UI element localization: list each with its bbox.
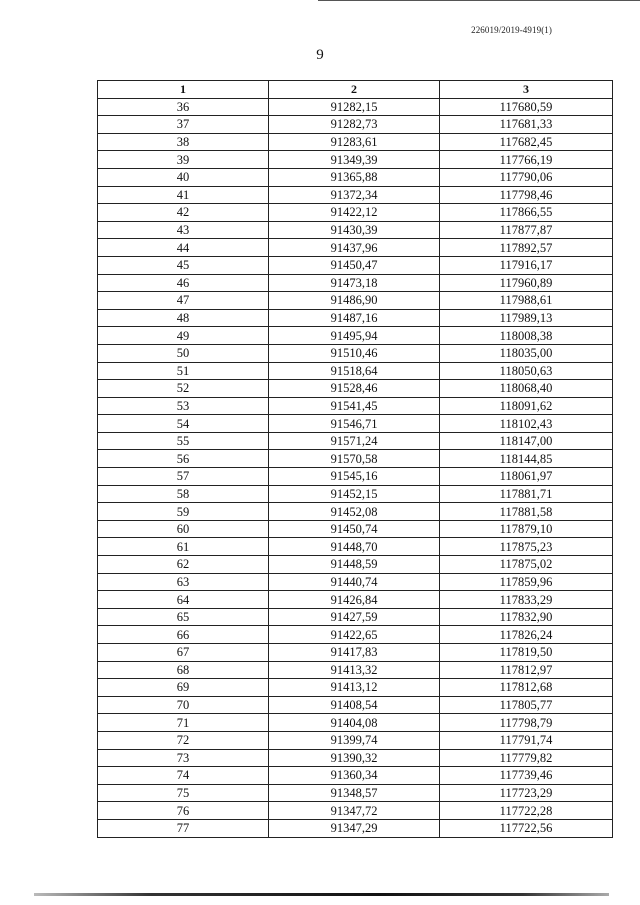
y-coordinate-cell: 118144,85	[440, 450, 613, 468]
x-coordinate-cell: 91283,61	[269, 133, 440, 151]
table-row	[98, 679, 613, 697]
point-number-cell: 60	[98, 520, 269, 538]
x-coordinate-cell: 91426,84	[269, 591, 440, 609]
y-coordinate-cell: 117875,02	[440, 556, 613, 574]
table-row	[98, 556, 613, 574]
x-coordinate-cell: 91571,24	[269, 432, 440, 450]
point-number-cell: 40	[98, 168, 269, 186]
column-header-2: 2	[269, 81, 440, 99]
point-number-cell: 58	[98, 485, 269, 503]
table-row	[98, 327, 613, 345]
table-row	[98, 608, 613, 626]
table-row	[98, 714, 613, 732]
x-coordinate-cell: 91408,54	[269, 696, 440, 714]
point-number-cell: 49	[98, 327, 269, 345]
table-row	[98, 767, 613, 785]
table-row	[98, 116, 613, 134]
table-row	[98, 696, 613, 714]
table-row	[98, 239, 613, 257]
point-number-cell: 48	[98, 309, 269, 327]
point-number-cell: 63	[98, 573, 269, 591]
y-coordinate-cell: 117680,59	[440, 98, 613, 116]
y-coordinate-cell: 117798,46	[440, 186, 613, 204]
table-row	[98, 397, 613, 415]
table-row	[98, 591, 613, 609]
point-number-cell: 70	[98, 696, 269, 714]
table-row	[98, 520, 613, 538]
y-coordinate-cell: 117805,77	[440, 696, 613, 714]
point-number-cell: 62	[98, 556, 269, 574]
x-coordinate-cell: 91473,18	[269, 274, 440, 292]
table-row	[98, 344, 613, 362]
y-coordinate-cell: 117881,71	[440, 485, 613, 503]
point-number-cell: 61	[98, 538, 269, 556]
y-coordinate-cell: 117798,79	[440, 714, 613, 732]
x-coordinate-cell: 91528,46	[269, 380, 440, 398]
y-coordinate-cell: 117739,46	[440, 767, 613, 785]
table-row	[98, 204, 613, 222]
x-coordinate-cell: 91450,74	[269, 520, 440, 538]
table-row	[98, 362, 613, 380]
x-coordinate-cell: 91440,74	[269, 573, 440, 591]
x-coordinate-cell: 91365,88	[269, 168, 440, 186]
y-coordinate-cell: 117826,24	[440, 626, 613, 644]
y-coordinate-cell: 117960,89	[440, 274, 613, 292]
point-number-cell: 65	[98, 608, 269, 626]
y-coordinate-cell: 117833,29	[440, 591, 613, 609]
y-coordinate-cell: 117916,17	[440, 256, 613, 274]
x-coordinate-cell: 91486,90	[269, 292, 440, 310]
column-header-3: 3	[440, 81, 613, 99]
point-number-cell: 47	[98, 292, 269, 310]
point-number-cell: 36	[98, 98, 269, 116]
x-coordinate-cell: 91413,32	[269, 661, 440, 679]
point-number-cell: 41	[98, 186, 269, 204]
y-coordinate-cell: 117779,82	[440, 749, 613, 767]
x-coordinate-cell: 91452,08	[269, 503, 440, 521]
y-coordinate-cell: 117892,57	[440, 239, 613, 257]
x-coordinate-cell: 91347,72	[269, 802, 440, 820]
x-coordinate-cell: 91570,58	[269, 450, 440, 468]
point-number-cell: 54	[98, 415, 269, 433]
point-number-cell: 73	[98, 749, 269, 767]
y-coordinate-cell: 117723,29	[440, 784, 613, 802]
y-coordinate-cell: 117877,87	[440, 221, 613, 239]
y-coordinate-cell: 118035,00	[440, 344, 613, 362]
coordinates-table	[97, 80, 613, 838]
point-number-cell: 77	[98, 819, 269, 837]
x-coordinate-cell: 91430,39	[269, 221, 440, 239]
x-coordinate-cell: 91510,46	[269, 344, 440, 362]
table-row	[98, 221, 613, 239]
point-number-cell: 75	[98, 784, 269, 802]
point-number-cell: 51	[98, 362, 269, 380]
table-row	[98, 168, 613, 186]
y-coordinate-cell: 117819,50	[440, 644, 613, 662]
point-number-cell: 76	[98, 802, 269, 820]
table-row	[98, 415, 613, 433]
x-coordinate-cell: 91448,59	[269, 556, 440, 574]
y-coordinate-cell: 118061,97	[440, 468, 613, 486]
table-row	[98, 749, 613, 767]
table-row	[98, 450, 613, 468]
point-number-cell: 74	[98, 767, 269, 785]
x-coordinate-cell: 91282,15	[269, 98, 440, 116]
x-coordinate-cell: 91487,16	[269, 309, 440, 327]
x-coordinate-cell: 91399,74	[269, 731, 440, 749]
y-coordinate-cell: 117866,55	[440, 204, 613, 222]
point-number-cell: 44	[98, 239, 269, 257]
table-row	[98, 503, 613, 521]
bottom-scan-line	[34, 893, 609, 896]
y-coordinate-cell: 117989,13	[440, 309, 613, 327]
y-coordinate-cell: 117790,06	[440, 168, 613, 186]
table-row	[98, 819, 613, 837]
x-coordinate-cell: 91448,70	[269, 538, 440, 556]
top-edge-line	[318, 0, 640, 1]
point-number-cell: 53	[98, 397, 269, 415]
table-row	[98, 538, 613, 556]
y-coordinate-cell: 117881,58	[440, 503, 613, 521]
x-coordinate-cell: 91348,57	[269, 784, 440, 802]
x-coordinate-cell: 91282,73	[269, 116, 440, 134]
x-coordinate-cell: 91390,32	[269, 749, 440, 767]
table-row	[98, 784, 613, 802]
x-coordinate-cell: 91347,29	[269, 819, 440, 837]
x-coordinate-cell: 91450,47	[269, 256, 440, 274]
document-number: 226019/2019-4919(1)	[471, 25, 552, 35]
point-number-cell: 37	[98, 116, 269, 134]
point-number-cell: 38	[98, 133, 269, 151]
x-coordinate-cell: 91541,45	[269, 397, 440, 415]
y-coordinate-cell: 117812,68	[440, 679, 613, 697]
table-row	[98, 309, 613, 327]
y-coordinate-cell: 118102,43	[440, 415, 613, 433]
page-number: 9	[316, 47, 324, 63]
point-number-cell: 59	[98, 503, 269, 521]
table-header-row	[98, 81, 613, 99]
x-coordinate-cell: 91413,12	[269, 679, 440, 697]
y-coordinate-cell: 118050,63	[440, 362, 613, 380]
y-coordinate-cell: 118068,40	[440, 380, 613, 398]
table-row	[98, 432, 613, 450]
y-coordinate-cell: 118091,62	[440, 397, 613, 415]
x-coordinate-cell: 91546,71	[269, 415, 440, 433]
x-coordinate-cell: 91422,12	[269, 204, 440, 222]
x-coordinate-cell: 91545,16	[269, 468, 440, 486]
x-coordinate-cell: 91360,34	[269, 767, 440, 785]
point-number-cell: 46	[98, 274, 269, 292]
point-number-cell: 57	[98, 468, 269, 486]
y-coordinate-cell: 118008,38	[440, 327, 613, 345]
y-coordinate-cell: 117875,23	[440, 538, 613, 556]
point-number-cell: 50	[98, 344, 269, 362]
table-row	[98, 98, 613, 116]
x-coordinate-cell: 91372,34	[269, 186, 440, 204]
y-coordinate-cell: 117988,61	[440, 292, 613, 310]
y-coordinate-cell: 118147,00	[440, 432, 613, 450]
table-row	[98, 661, 613, 679]
table-row	[98, 468, 613, 486]
y-coordinate-cell: 117722,28	[440, 802, 613, 820]
y-coordinate-cell: 117791,74	[440, 731, 613, 749]
y-coordinate-cell: 117859,96	[440, 573, 613, 591]
x-coordinate-cell: 91495,94	[269, 327, 440, 345]
y-coordinate-cell: 117766,19	[440, 151, 613, 169]
table-row	[98, 731, 613, 749]
y-coordinate-cell: 117682,45	[440, 133, 613, 151]
x-coordinate-cell: 91349,39	[269, 151, 440, 169]
point-number-cell: 64	[98, 591, 269, 609]
x-coordinate-cell: 91518,64	[269, 362, 440, 380]
table-row	[98, 802, 613, 820]
x-coordinate-cell: 91422,65	[269, 626, 440, 644]
y-coordinate-cell: 117812,97	[440, 661, 613, 679]
table-body	[98, 98, 613, 837]
point-number-cell: 42	[98, 204, 269, 222]
table-row	[98, 274, 613, 292]
table-row	[98, 133, 613, 151]
y-coordinate-cell: 117722,56	[440, 819, 613, 837]
point-number-cell: 43	[98, 221, 269, 239]
point-number-cell: 66	[98, 626, 269, 644]
table-row	[98, 380, 613, 398]
x-coordinate-cell: 91404,08	[269, 714, 440, 732]
y-coordinate-cell: 117681,33	[440, 116, 613, 134]
point-number-cell: 55	[98, 432, 269, 450]
point-number-cell: 72	[98, 731, 269, 749]
y-coordinate-cell: 117879,10	[440, 520, 613, 538]
table-row	[98, 292, 613, 310]
table-row	[98, 626, 613, 644]
table-row	[98, 256, 613, 274]
point-number-cell: 69	[98, 679, 269, 697]
table-row	[98, 573, 613, 591]
x-coordinate-cell: 91452,15	[269, 485, 440, 503]
column-header-1: 1	[98, 81, 269, 99]
point-number-cell: 45	[98, 256, 269, 274]
point-number-cell: 68	[98, 661, 269, 679]
table-row	[98, 151, 613, 169]
x-coordinate-cell: 91417,83	[269, 644, 440, 662]
x-coordinate-cell: 91437,96	[269, 239, 440, 257]
table-row	[98, 186, 613, 204]
y-coordinate-cell: 117832,90	[440, 608, 613, 626]
x-coordinate-cell: 91427,59	[269, 608, 440, 626]
point-number-cell: 52	[98, 380, 269, 398]
table-row	[98, 485, 613, 503]
point-number-cell: 67	[98, 644, 269, 662]
point-number-cell: 71	[98, 714, 269, 732]
table-row	[98, 644, 613, 662]
point-number-cell: 56	[98, 450, 269, 468]
point-number-cell: 39	[98, 151, 269, 169]
